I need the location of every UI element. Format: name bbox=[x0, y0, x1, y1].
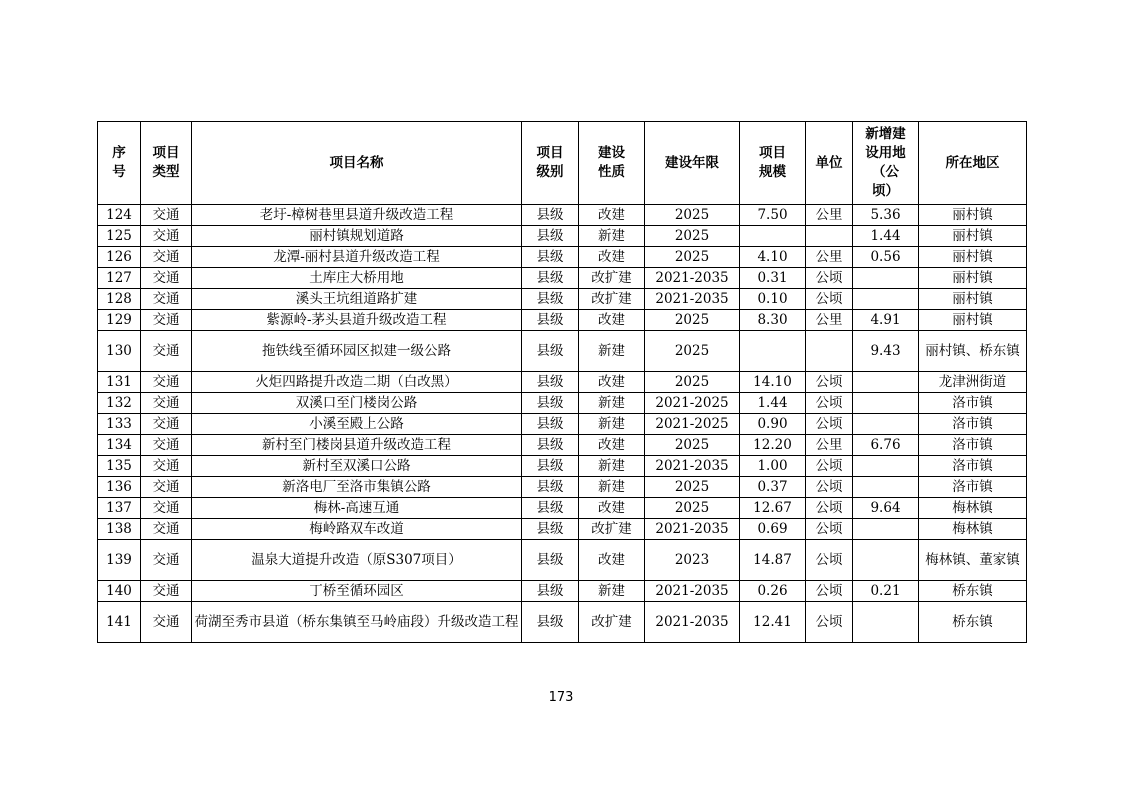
cell-period: 2021-2035 bbox=[645, 602, 740, 643]
cell-name: 土库庄大桥用地 bbox=[192, 268, 522, 289]
table-body bbox=[98, 205, 1027, 643]
project-table bbox=[97, 121, 1027, 643]
header-seq: 序 号 bbox=[98, 122, 141, 205]
header-period: 建设年限 bbox=[645, 122, 740, 205]
header-level: 项目 级别 bbox=[522, 122, 579, 205]
cell-type: 交通 bbox=[141, 477, 192, 498]
table-row bbox=[98, 372, 1027, 393]
cell-name: 双溪口至门楼岗公路 bbox=[192, 393, 522, 414]
cell-nature: 改建 bbox=[579, 372, 645, 393]
cell-seq: 132 bbox=[98, 393, 141, 414]
header-type: 项目 类型 bbox=[141, 122, 192, 205]
header-location: 所在地区 bbox=[919, 122, 1027, 205]
cell-nature: 新建 bbox=[579, 456, 645, 477]
cell-nature: 改建 bbox=[579, 498, 645, 519]
cell-name: 新村至门楼岗县道升级改造工程 bbox=[192, 435, 522, 456]
table-row bbox=[98, 310, 1027, 331]
table-row bbox=[98, 414, 1027, 435]
cell-period: 2025 bbox=[645, 205, 740, 226]
table-row bbox=[98, 247, 1027, 268]
cell-name: 丽村镇规划道路 bbox=[192, 226, 522, 247]
cell-level: 县级 bbox=[522, 310, 579, 331]
cell-period: 2025 bbox=[645, 498, 740, 519]
cell-unit: 公顷 bbox=[806, 602, 853, 643]
cell-seq: 131 bbox=[98, 372, 141, 393]
cell-nature: 新建 bbox=[579, 414, 645, 435]
table-row bbox=[98, 498, 1027, 519]
cell-unit: 公顷 bbox=[806, 540, 853, 581]
cell-unit: 公顷 bbox=[806, 498, 853, 519]
cell-period: 2025 bbox=[645, 331, 740, 372]
cell-unit: 公顷 bbox=[806, 519, 853, 540]
cell-unit bbox=[806, 226, 853, 247]
cell-level: 县级 bbox=[522, 414, 579, 435]
cell-level: 县级 bbox=[522, 331, 579, 372]
cell-new-land bbox=[853, 393, 919, 414]
cell-type: 交通 bbox=[141, 435, 192, 456]
table-row bbox=[98, 331, 1027, 372]
cell-name: 紫源岭-茅头县道升级改造工程 bbox=[192, 310, 522, 331]
cell-location: 丽村镇 bbox=[919, 247, 1027, 268]
cell-location: 梅林镇 bbox=[919, 519, 1027, 540]
table-row bbox=[98, 540, 1027, 581]
cell-level: 县级 bbox=[522, 498, 579, 519]
cell-seq: 133 bbox=[98, 414, 141, 435]
cell-nature: 改建 bbox=[579, 310, 645, 331]
cell-unit: 公顷 bbox=[806, 268, 853, 289]
cell-level: 县级 bbox=[522, 372, 579, 393]
header-new-land: 新增建 设用地 （公 顷） bbox=[853, 122, 919, 205]
cell-scale: 0.26 bbox=[740, 581, 806, 602]
cell-period: 2025 bbox=[645, 435, 740, 456]
header-name: 项目名称 bbox=[192, 122, 522, 205]
cell-period: 2025 bbox=[645, 310, 740, 331]
cell-period: 2021-2035 bbox=[645, 268, 740, 289]
cell-new-land bbox=[853, 477, 919, 498]
cell-location: 桥东镇 bbox=[919, 581, 1027, 602]
cell-location: 梅林镇、董家镇 bbox=[919, 540, 1027, 581]
cell-type: 交通 bbox=[141, 581, 192, 602]
cell-period: 2021-2035 bbox=[645, 519, 740, 540]
cell-nature: 改扩建 bbox=[579, 268, 645, 289]
cell-name: 溪头王坑组道路扩建 bbox=[192, 289, 522, 310]
cell-level: 县级 bbox=[522, 602, 579, 643]
table-row bbox=[98, 393, 1027, 414]
cell-seq: 141 bbox=[98, 602, 141, 643]
cell-scale: 8.30 bbox=[740, 310, 806, 331]
cell-period: 2025 bbox=[645, 372, 740, 393]
cell-type: 交通 bbox=[141, 602, 192, 643]
cell-unit: 公顷 bbox=[806, 372, 853, 393]
cell-level: 县级 bbox=[522, 456, 579, 477]
page-number: 173 bbox=[548, 690, 574, 705]
cell-location: 丽村镇 bbox=[919, 268, 1027, 289]
cell-name: 丁桥至循环园区 bbox=[192, 581, 522, 602]
cell-type: 交通 bbox=[141, 519, 192, 540]
cell-seq: 136 bbox=[98, 477, 141, 498]
cell-nature: 改建 bbox=[579, 540, 645, 581]
cell-new-land: 4.91 bbox=[853, 310, 919, 331]
cell-location: 洛市镇 bbox=[919, 456, 1027, 477]
cell-location: 桥东镇 bbox=[919, 602, 1027, 643]
cell-location: 丽村镇 bbox=[919, 310, 1027, 331]
cell-scale: 0.31 bbox=[740, 268, 806, 289]
cell-scale: 1.00 bbox=[740, 456, 806, 477]
cell-type: 交通 bbox=[141, 331, 192, 372]
cell-level: 县级 bbox=[522, 581, 579, 602]
cell-nature: 改扩建 bbox=[579, 289, 645, 310]
cell-name: 新洛电厂至洛市集镇公路 bbox=[192, 477, 522, 498]
cell-name: 温泉大道提升改造（原S307项目） bbox=[192, 540, 522, 581]
cell-level: 县级 bbox=[522, 540, 579, 581]
cell-name: 火炬四路提升改造二期（白改黑） bbox=[192, 372, 522, 393]
cell-scale: 12.41 bbox=[740, 602, 806, 643]
cell-location: 龙津洲街道 bbox=[919, 372, 1027, 393]
table-row bbox=[98, 602, 1027, 643]
cell-level: 县级 bbox=[522, 435, 579, 456]
cell-unit: 公顷 bbox=[806, 289, 853, 310]
cell-scale bbox=[740, 226, 806, 247]
cell-type: 交通 bbox=[141, 289, 192, 310]
cell-period: 2021-2035 bbox=[645, 581, 740, 602]
cell-seq: 134 bbox=[98, 435, 141, 456]
header-nature: 建设 性质 bbox=[579, 122, 645, 205]
cell-seq: 139 bbox=[98, 540, 141, 581]
cell-new-land: 0.56 bbox=[853, 247, 919, 268]
cell-scale: 12.20 bbox=[740, 435, 806, 456]
cell-seq: 126 bbox=[98, 247, 141, 268]
cell-type: 交通 bbox=[141, 540, 192, 581]
cell-level: 县级 bbox=[522, 226, 579, 247]
cell-scale: 0.90 bbox=[740, 414, 806, 435]
cell-name: 龙潭-丽村县道升级改造工程 bbox=[192, 247, 522, 268]
table-row bbox=[98, 477, 1027, 498]
header-unit: 单位 bbox=[806, 122, 853, 205]
cell-level: 县级 bbox=[522, 477, 579, 498]
table-row bbox=[98, 456, 1027, 477]
cell-name: 荷湖至秀市县道（桥东集镇至马岭庙段）升级改造工程 bbox=[192, 602, 522, 643]
cell-type: 交通 bbox=[141, 393, 192, 414]
table-row bbox=[98, 289, 1027, 310]
cell-period: 2025 bbox=[645, 247, 740, 268]
cell-name: 拖铁线至循环园区拟建一级公路 bbox=[192, 331, 522, 372]
cell-location: 丽村镇 bbox=[919, 289, 1027, 310]
cell-unit: 公顷 bbox=[806, 393, 853, 414]
cell-unit: 公顷 bbox=[806, 456, 853, 477]
cell-new-land: 0.21 bbox=[853, 581, 919, 602]
cell-type: 交通 bbox=[141, 498, 192, 519]
cell-new-land bbox=[853, 456, 919, 477]
cell-type: 交通 bbox=[141, 247, 192, 268]
cell-seq: 135 bbox=[98, 456, 141, 477]
cell-location: 洛市镇 bbox=[919, 435, 1027, 456]
cell-type: 交通 bbox=[141, 226, 192, 247]
table-row bbox=[98, 519, 1027, 540]
cell-scale: 0.10 bbox=[740, 289, 806, 310]
table-header-row bbox=[98, 122, 1027, 205]
cell-type: 交通 bbox=[141, 456, 192, 477]
cell-new-land: 6.76 bbox=[853, 435, 919, 456]
cell-new-land bbox=[853, 540, 919, 581]
cell-nature: 新建 bbox=[579, 331, 645, 372]
cell-type: 交通 bbox=[141, 205, 192, 226]
table-row bbox=[98, 435, 1027, 456]
table-row bbox=[98, 581, 1027, 602]
cell-scale: 0.37 bbox=[740, 477, 806, 498]
cell-name: 小溪至殿上公路 bbox=[192, 414, 522, 435]
cell-new-land: 9.43 bbox=[853, 331, 919, 372]
table-row bbox=[98, 226, 1027, 247]
cell-unit: 公里 bbox=[806, 310, 853, 331]
cell-location: 洛市镇 bbox=[919, 414, 1027, 435]
cell-location: 洛市镇 bbox=[919, 477, 1027, 498]
cell-new-land bbox=[853, 268, 919, 289]
cell-nature: 新建 bbox=[579, 581, 645, 602]
cell-seq: 130 bbox=[98, 331, 141, 372]
cell-period: 2025 bbox=[645, 477, 740, 498]
cell-period: 2023 bbox=[645, 540, 740, 581]
table-row bbox=[98, 268, 1027, 289]
cell-scale: 7.50 bbox=[740, 205, 806, 226]
cell-new-land: 5.36 bbox=[853, 205, 919, 226]
cell-unit: 公顷 bbox=[806, 414, 853, 435]
cell-level: 县级 bbox=[522, 393, 579, 414]
cell-nature: 新建 bbox=[579, 226, 645, 247]
cell-unit: 公里 bbox=[806, 205, 853, 226]
cell-level: 县级 bbox=[522, 247, 579, 268]
cell-new-land bbox=[853, 289, 919, 310]
cell-nature: 改建 bbox=[579, 205, 645, 226]
cell-seq: 137 bbox=[98, 498, 141, 519]
cell-name: 梅林-高速互通 bbox=[192, 498, 522, 519]
cell-new-land bbox=[853, 519, 919, 540]
cell-level: 县级 bbox=[522, 289, 579, 310]
cell-nature: 新建 bbox=[579, 393, 645, 414]
cell-seq: 140 bbox=[98, 581, 141, 602]
cell-nature: 改建 bbox=[579, 247, 645, 268]
cell-new-land bbox=[853, 602, 919, 643]
cell-location: 洛市镇 bbox=[919, 393, 1027, 414]
cell-scale: 0.69 bbox=[740, 519, 806, 540]
cell-new-land: 9.64 bbox=[853, 498, 919, 519]
cell-new-land bbox=[853, 372, 919, 393]
cell-unit: 公里 bbox=[806, 435, 853, 456]
cell-name: 梅岭路双车改道 bbox=[192, 519, 522, 540]
cell-nature: 改建 bbox=[579, 435, 645, 456]
cell-scale: 14.10 bbox=[740, 372, 806, 393]
cell-unit: 公顷 bbox=[806, 477, 853, 498]
cell-scale: 4.10 bbox=[740, 247, 806, 268]
cell-new-land: 1.44 bbox=[853, 226, 919, 247]
cell-seq: 129 bbox=[98, 310, 141, 331]
cell-period: 2021-2035 bbox=[645, 289, 740, 310]
cell-type: 交通 bbox=[141, 310, 192, 331]
cell-period: 2025 bbox=[645, 226, 740, 247]
cell-name: 老圩-樟树巷里县道升级改造工程 bbox=[192, 205, 522, 226]
cell-level: 县级 bbox=[522, 519, 579, 540]
cell-seq: 125 bbox=[98, 226, 141, 247]
cell-level: 县级 bbox=[522, 268, 579, 289]
cell-level: 县级 bbox=[522, 205, 579, 226]
cell-nature: 改扩建 bbox=[579, 519, 645, 540]
cell-unit bbox=[806, 331, 853, 372]
cell-seq: 138 bbox=[98, 519, 141, 540]
cell-type: 交通 bbox=[141, 372, 192, 393]
cell-type: 交通 bbox=[141, 268, 192, 289]
cell-nature: 改扩建 bbox=[579, 602, 645, 643]
cell-nature: 新建 bbox=[579, 477, 645, 498]
cell-seq: 128 bbox=[98, 289, 141, 310]
cell-period: 2021-2025 bbox=[645, 393, 740, 414]
cell-period: 2021-2025 bbox=[645, 414, 740, 435]
cell-scale: 12.67 bbox=[740, 498, 806, 519]
cell-period: 2021-2035 bbox=[645, 456, 740, 477]
cell-name: 新村至双溪口公路 bbox=[192, 456, 522, 477]
header-scale: 项目 规模 bbox=[740, 122, 806, 205]
cell-location: 丽村镇 bbox=[919, 226, 1027, 247]
cell-new-land bbox=[853, 414, 919, 435]
cell-type: 交通 bbox=[141, 414, 192, 435]
cell-seq: 124 bbox=[98, 205, 141, 226]
cell-unit: 公里 bbox=[806, 247, 853, 268]
cell-scale: 1.44 bbox=[740, 393, 806, 414]
cell-location: 梅林镇 bbox=[919, 498, 1027, 519]
cell-unit: 公顷 bbox=[806, 581, 853, 602]
cell-location: 丽村镇、桥东镇 bbox=[919, 331, 1027, 372]
cell-location: 丽村镇 bbox=[919, 205, 1027, 226]
cell-scale: 14.87 bbox=[740, 540, 806, 581]
cell-seq: 127 bbox=[98, 268, 141, 289]
table-row bbox=[98, 205, 1027, 226]
cell-scale bbox=[740, 331, 806, 372]
